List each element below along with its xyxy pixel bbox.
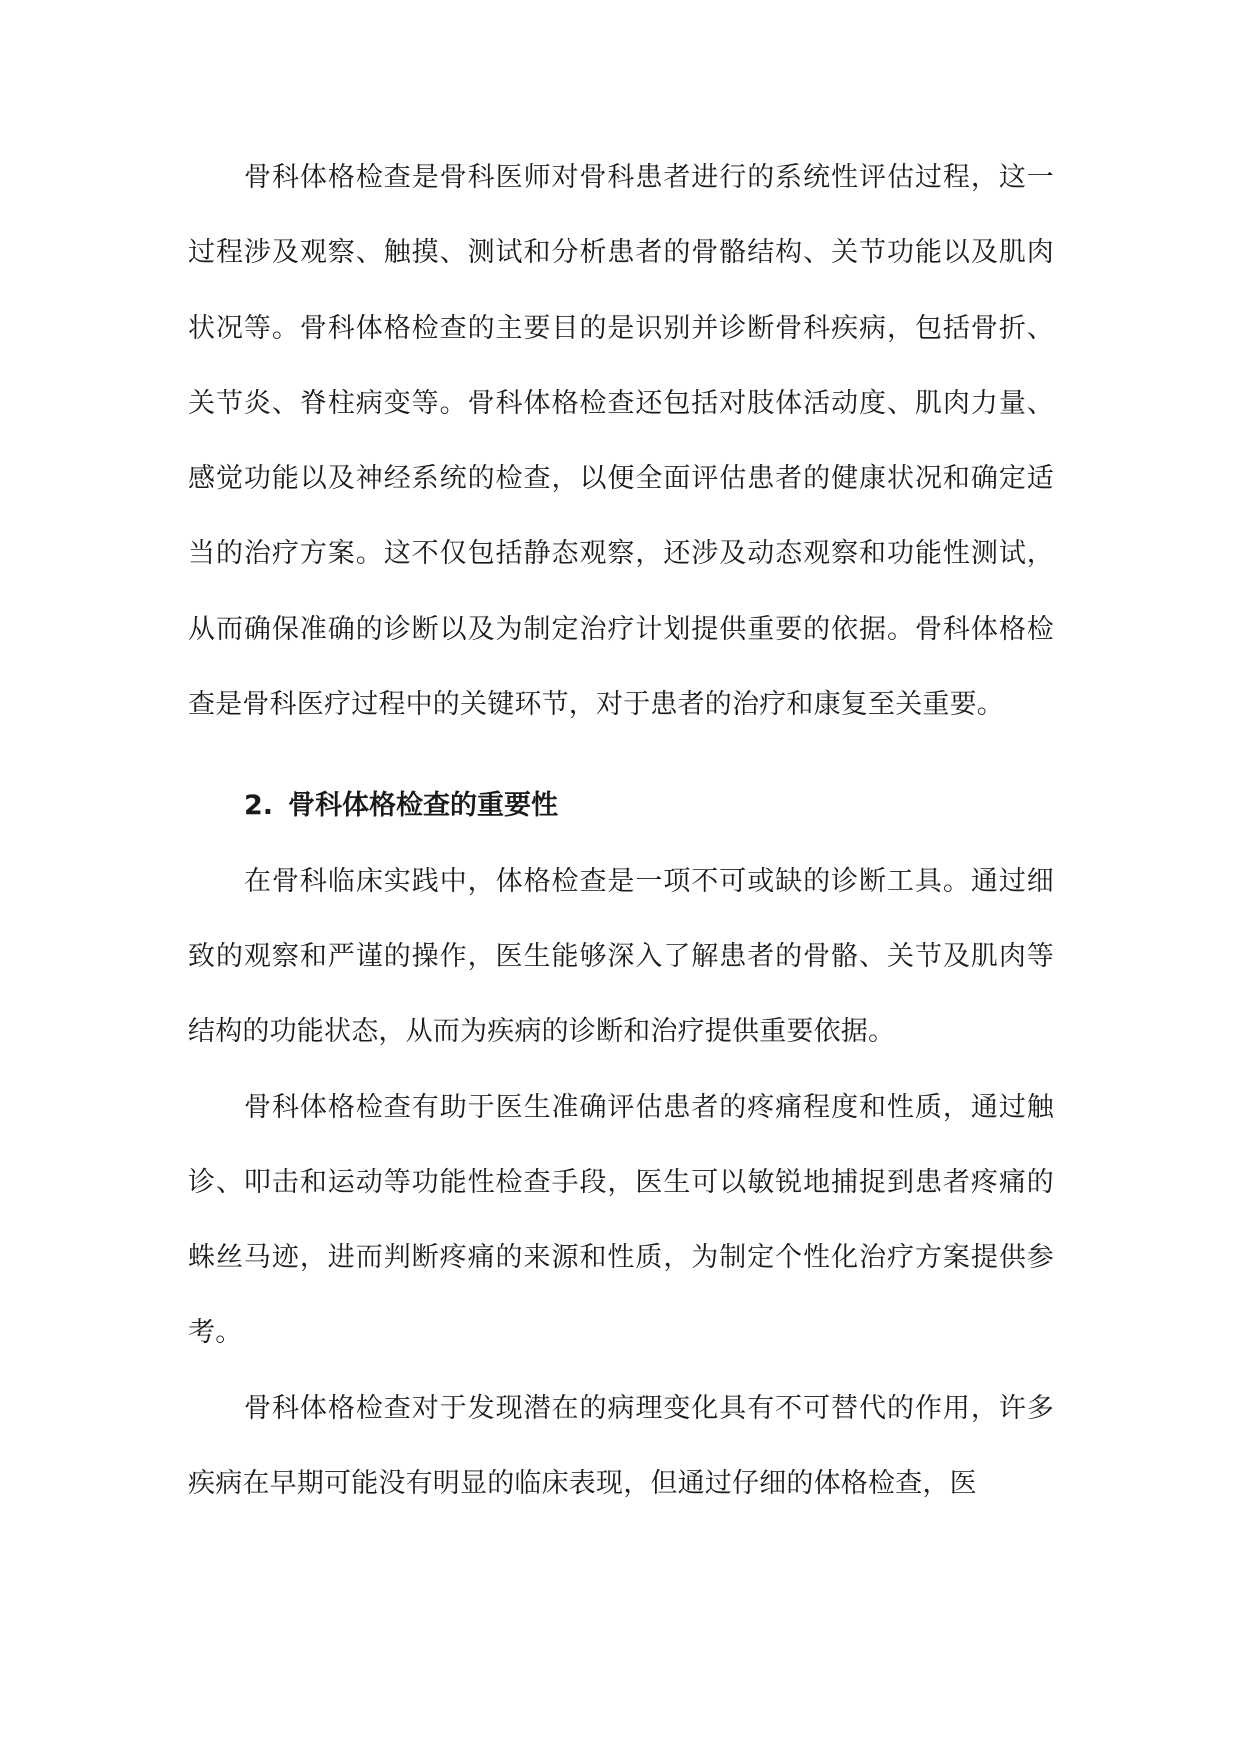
body-paragraph-1: 在骨科临床实践中，体格检查是一项不可或缺的诊断工具。通过细致的观察和严谨的操作，医生能够深入了解患者的骨骼、关节及肌肉等结构的功能状态，从而为疾病的诊断和治疗提供重要依据。	[188, 865, 1054, 1048]
body-paragraph-2: 骨科体格检查有助于医生准确评估患者的疼痛程度和性质，通过触诊、叩击和运动等功能性检查手段，医生可以敏锐地捕捉到患者疼痛的蛛丝马迹，进而判断疼痛的来源和性质，为制定个性化治疗方案提供参考。	[188, 1091, 1054, 1349]
section-title: 骨科体格检查的重要性	[288, 790, 558, 822]
body-paragraph-3: 骨科体格检查对于发现潜在的病理变化具有不可替代的作用，许多疾病在早期可能没有明显的临床表现，但通过仔细的体格检查，医	[188, 1392, 1054, 1500]
document-body	[188, 140, 1054, 1521]
section-heading	[188, 768, 1054, 843]
body-paragraph-intro: 骨科体格检查是骨科医师对骨科患者进行的系统性评估过程，这一过程涉及观察、触摸、测试和分析患者的骨骼结构、关节功能以及肌肉状况等。骨科体格检查的主要目的是识别并诊断骨科疾病，包括骨折、关节炎、脊柱病变等。骨科体格检查还包括对肢体活动度、肌肉力量、感觉功能以及神经系统的检查，以便全面评估患者的健康状况和确定适当的治疗方案。这不仅包括静态观察，还涉及动态观察和功能性测试，从而确保准确的诊断以及为制定治疗计划提供重要的依据。骨科体格检查是骨科医疗过程中的关键环节，对于患者的治疗和康复至关重要。	[188, 162, 1054, 721]
section-number: 2.	[244, 790, 274, 822]
